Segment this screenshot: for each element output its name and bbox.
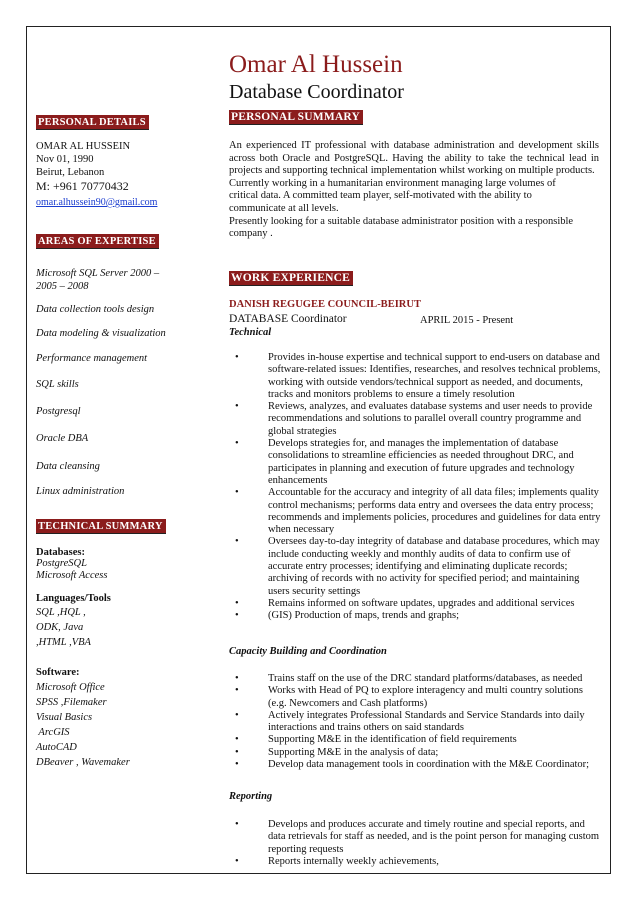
candidate-name: Omar Al Hussein <box>229 51 403 78</box>
bullet-icon: • <box>235 819 239 830</box>
personal-details-heading: PERSONAL DETAILS <box>36 115 149 130</box>
software-item: Visual Basics <box>36 712 93 723</box>
bullet-icon: • <box>235 536 239 548</box>
list-item: • Supporting M&E in the analysis of data; <box>235 746 439 758</box>
date-of-birth: Nov 01, 1990 <box>36 154 94 165</box>
bullet-icon: • <box>235 855 239 867</box>
bullet-icon: • <box>235 438 239 450</box>
bullet-icon: • <box>235 597 239 609</box>
reporting-duties-list <box>229 819 601 868</box>
bullet-icon: • <box>235 746 239 758</box>
expertise-item: Oracle DBA <box>36 433 89 444</box>
software-item: Microsoft Office <box>36 682 105 693</box>
expertise-item: Data modeling & visualization <box>36 328 166 339</box>
capacity-duties-list <box>229 673 601 771</box>
job-dates: APRIL 2015 - Present <box>420 315 514 326</box>
database-item: Microsoft Access <box>36 570 108 581</box>
expertise-item: Data collection tools design <box>36 304 155 315</box>
bullet-icon: • <box>235 401 239 413</box>
expertise-item: Postgresql <box>36 406 81 417</box>
candidate-role: Database Coordinator <box>229 81 404 103</box>
databases-label: Databases: <box>36 547 85 558</box>
personal-summary-heading: PERSONAL SUMMARY <box>229 110 363 125</box>
expertise-item: SQL skills <box>36 379 79 390</box>
list-item: • Develops and produces accurate and timely routine and special reports, and data retrievals for staff as needed, and is the point person for managing custom reporting requests <box>235 819 600 855</box>
list-item: • (GIS) Production of maps, trends and graphs; <box>235 610 460 622</box>
full-name: OMAR AL HUSSEIN <box>36 141 131 152</box>
list-item: • Accountable for the accuracy and integrity of all data files; implements quality control mechanisms; performs data entry and oversees the data entry process; recommends and implements policies, procedures and guidelines for data entry when necessary <box>235 487 601 536</box>
expertise-item: 2005 – 2008 <box>36 281 89 292</box>
list-item: • Develop data management tools in coordination with the M&E Coordinator; <box>235 759 590 771</box>
employer-name: DANISH REGUGEE COUNCIL-BEIRUT <box>229 299 421 310</box>
database-item: PostgreSQL <box>36 558 87 569</box>
languages-label: Languages/Tools <box>36 593 111 604</box>
expertise-item: Linux administration <box>36 486 125 497</box>
list-item: • Supporting M&E in the identification of field requirements <box>235 734 517 746</box>
list-item: • Oversees day-to-day integrity of database and database procedures, which may include conducting weekly and monthly audits of data to confirm use of accurate entry processes; identifying and eliminating duplicate records; archiving of records with no activity for specified period; and maintaining users security settings <box>235 536 600 597</box>
reporting-subheading: Reporting <box>229 791 273 802</box>
language-item: ODK, Java <box>36 622 84 633</box>
bullet-icon: • <box>235 709 239 721</box>
summary-paragraph: Presently looking for a suitable database administrator position with a responsible company . <box>229 215 574 240</box>
list-item: • Reports internally weekly achievements, <box>235 855 439 867</box>
summary-paragraph: An experienced IT professional with database administration and development skills across both Oracle and PostgreSQL. Having the ability to take the technical lead in projects and supporting technical implementation whilst working on multiple products. <box>229 140 599 177</box>
bullet-icon: • <box>235 673 239 684</box>
list-item: • Reviews, analyzes, and evaluates database systems and user needs to provide recommendations and solutions to parallel overall country programme and global strategies <box>235 401 593 437</box>
list-item: • Trains staff on the use of the DRC standard platforms/databases, as needed <box>235 673 583 684</box>
software-item: DBeaver , Wavemaker <box>36 757 130 768</box>
areas-of-expertise-heading: AREAS OF EXPERTISE <box>36 234 159 249</box>
bullet-icon: • <box>235 685 239 697</box>
phone: M: +961 70770432 <box>36 179 129 193</box>
expertise-item: Microsoft SQL Server 2000 – <box>36 268 160 279</box>
capacity-subheading: Capacity Building and Coordination <box>229 646 387 657</box>
summary-paragraph: Currently working in a humanitarian environment managing large volumes of critical data. A committed team player, self-motivated with the ability to communicate at all levels. <box>229 177 556 214</box>
software-item: AutoCAD <box>36 742 77 753</box>
job-title: DATABASE Coordinator <box>229 313 347 325</box>
bullet-icon: • <box>235 352 239 363</box>
expertise-item: Performance management <box>36 353 148 364</box>
list-item: • Develops strategies for, and manages the implementation of database consolidations to streamline efficiencies as needed throughout DRC, and participates in planning and execution of future upgrades and technology enhancements <box>235 438 575 486</box>
list-item: • Remains informed on software updates, upgrades and additional services <box>235 597 575 609</box>
bullet-icon: • <box>235 487 239 499</box>
software-item: ArcGIS <box>36 727 70 738</box>
list-item: • Actively integrates Professional Standards and Service Standards into daily interactions and trains others on said standards <box>235 709 585 734</box>
software-label: Software: <box>36 667 80 678</box>
bullet-icon: • <box>235 610 239 622</box>
work-experience-heading: WORK EXPERIENCE <box>229 271 353 286</box>
software-item: SPSS ,Filemaker <box>36 697 107 708</box>
language-item: SQL ,HQL , <box>36 607 86 618</box>
list-item: • Provides in-house expertise and technical support to end-users on database and software-related issues: Identifies, researches, and resolves technical problems, working with outside vendors/technical support as needed, and documents, tracks and monitors problems to ensure a timely resolution <box>235 352 601 400</box>
technical-summary-heading: TECHNICAL SUMMARY <box>36 519 166 534</box>
bullet-icon: • <box>235 734 239 746</box>
bullet-icon: • <box>235 759 239 771</box>
technical-subheading: Technical <box>229 327 272 338</box>
list-item: • Works with Head of PQ to explore interagency and multi country solutions (e.g. Newcomers and Cash platforms) <box>235 685 583 709</box>
location: Beirut, Lebanon <box>36 167 105 178</box>
technical-duties-list <box>229 352 601 623</box>
email-link[interactable]: omar.alhussein90@gmail.com <box>36 197 158 208</box>
personal-summary-text <box>229 140 599 241</box>
language-item: ,HTML ,VBA <box>36 637 91 648</box>
expertise-item: Data cleansing <box>36 461 100 472</box>
